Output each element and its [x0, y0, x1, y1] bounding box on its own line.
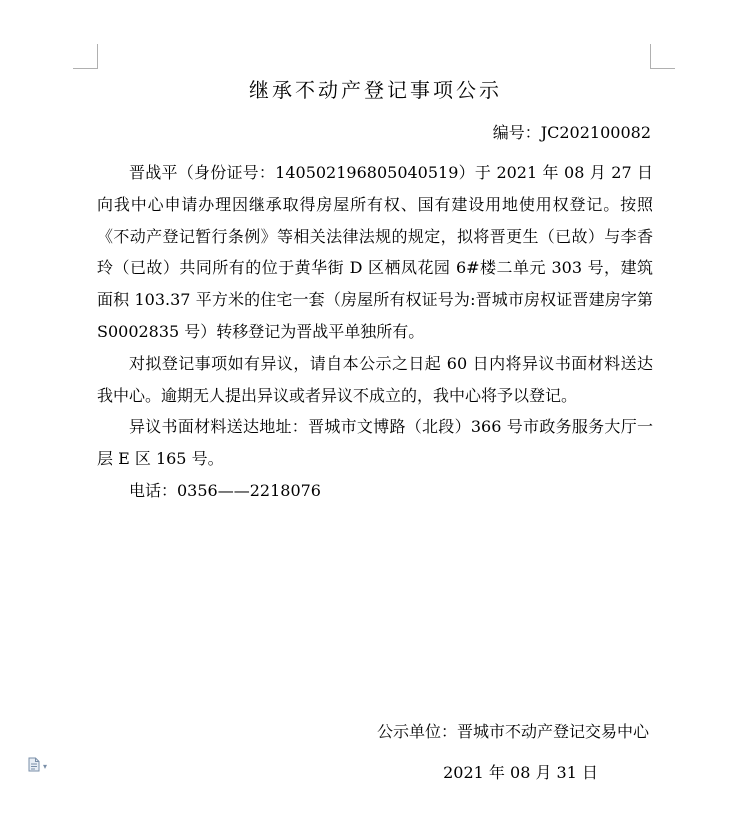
crop-mark-top-right: [650, 44, 675, 69]
paragraph-phone: 电话：0356——2218076: [129, 480, 321, 500]
paste-options-button[interactable]: [28, 757, 47, 772]
document-number: 编号：JC202100082: [492, 123, 651, 142]
chevron-down-icon: ▾: [43, 761, 48, 771]
publisher: 公示单位：晋城市不动产登记交易中心: [376, 722, 649, 741]
crop-mark-top-left: [73, 44, 98, 69]
paragraph-objection-period: 对拟登记事项如有异议，请自本公示之日起 60 日内将异议书面材料送达我中心。逾期无人提出异议或者异议不成立的，我中心将予以登记。: [97, 353, 653, 405]
paste-options-icon: [28, 757, 40, 772]
document-body: [97, 157, 653, 507]
paragraph-objection-address: 异议书面材料送达地址：晋城市文博路（北段）366 号市政务服务大厅一层 E 区 165 号。: [97, 417, 653, 469]
paragraph-applicant: 晋战平（身份证号：140502196805040519）于 2021 年 08 月 27 日向我中心申请办理因继承取得房屋所有权、国有建设用地使用权登记。按照《不动产登记暂行条例》等相关法律法规的规定，拟将晋更生（已故）与李香玲（已故）共同所有的位于黄华街 D 区栖凤花园 6#楼二单元 303 号，建筑面积 103.37 平方米的住宅一套（房屋所有权证号为:晋城市房权证晋建房字第 S0002835 号）转移登记为晋战平单独所有。: [97, 163, 653, 341]
publish-date: 2021 年 08 月 31 日: [443, 763, 598, 782]
document-title: 继承不动产登记事项公示: [249, 78, 502, 102]
